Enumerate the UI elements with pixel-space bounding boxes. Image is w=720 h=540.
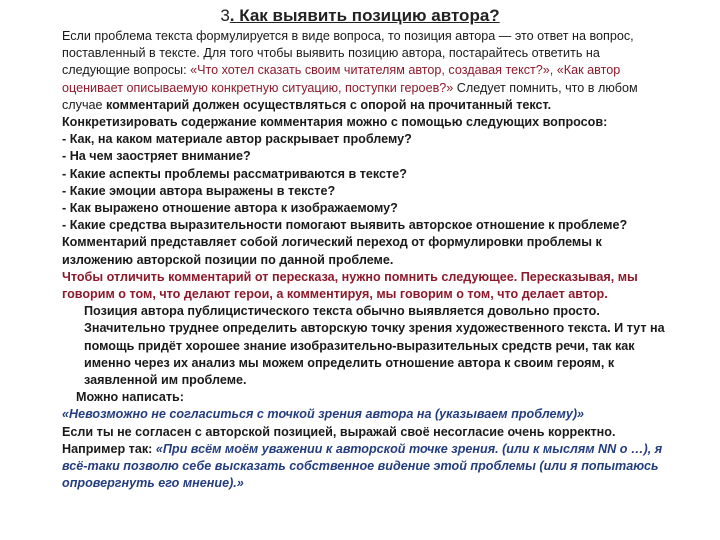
question-item: - Какие аспекты проблемы рассматриваются в тексте? — [62, 166, 407, 181]
example-agreement: «Невозможно не согласиться с точкой зрения автора на (указываем проблему)» — [62, 407, 585, 422]
intro-quote: «Что хотел сказать своим читателям автор, создавая текст?», «Как автор оценивает описываемую конкретную ситуацию, поступки героев?» — [62, 63, 621, 95]
intro-text: Если проблема текста формулируется в виде вопроса, то позиция автора — это ответ на вопрос, поставленный в тексте. Для того чтобы выявить позицию автора, постарайтесь ответить на следующие вопросы: — [62, 29, 634, 78]
disagree-paragraph — [62, 424, 668, 493]
example-disagreement: «При всём моём уважении к авторской точке зрения. (или к мыслям NN о …), я всё-таки позволю себе высказать собственное видение этой проблемы (или я попытаюсь опровергнуть его мнение).» — [62, 441, 663, 491]
question-item: - На чем заостряет внимание? — [62, 149, 251, 164]
intro-paragraph — [62, 28, 668, 131]
question-item: - Как выражено отношение автора к изображаемому? — [62, 201, 398, 216]
slide-body — [62, 28, 668, 492]
question-item: - Как, на каком материале автор раскрывает проблему? — [62, 132, 412, 147]
title-text: . Как выявить позицию автора? — [229, 6, 500, 25]
slide-title — [0, 6, 720, 26]
comment-definition: Комментарий представляет собой логический переход от формулировки проблемы к изложению авторской позиции по данной проблеме. — [62, 235, 602, 267]
can-write-label: Можно написать: — [76, 390, 184, 405]
title-number: 3 — [220, 6, 230, 25]
disagree-text: Если ты не согласен с авторской позицией, выражай своё несогласие очень корректно. Например так: — [62, 424, 616, 456]
question-item: - Какие эмоции автора выражены в тексте? — [62, 183, 336, 198]
author-position-paragraph: Позиция автора публицистического текста обычно выявляется довольно просто. Значительно труднее определить авторскую точку зрения художественного текста. И тут на помощь придёт хорошее знание изобразительно-выразительных средств речи, так как именно через их анализ мы можем определить отношение автора к своим героям, к заявленной им проблеме. — [84, 304, 665, 388]
intro-text-2: Следует помнить, что в любом случае — [62, 80, 638, 112]
retelling-note: Чтобы отличить комментарий от пересказа, нужно помнить следующее. Пересказывая, мы говорим о том, что делают герои, а комментируя, мы говорим о том, что делает автор. — [62, 269, 638, 302]
intro-bold: комментарий должен осуществляться с опорой на прочитанный текст. Конкретизировать содержание комментария можно с помощью следующих вопросов: — [62, 97, 608, 130]
question-item: - Какие средства выразительности помогают выявить авторское отношение к проблеме? — [62, 218, 628, 233]
